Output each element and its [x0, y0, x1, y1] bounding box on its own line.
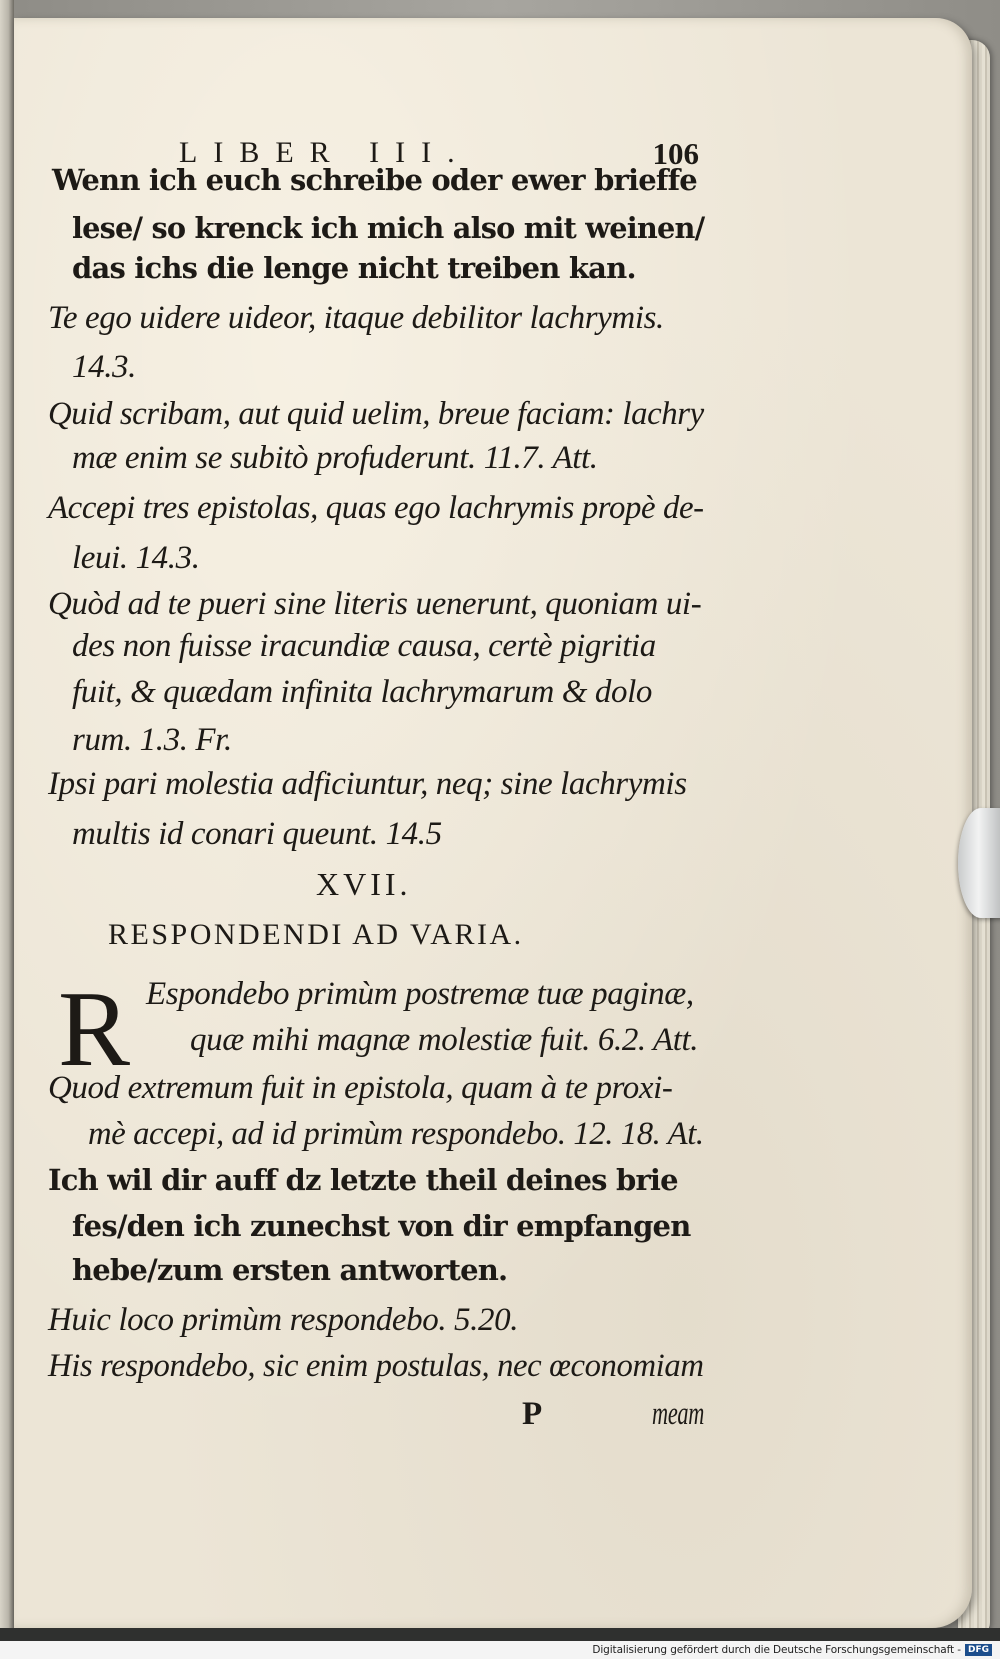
text-line: 14.3. [72, 349, 137, 385]
text-line: Accepi tres epistolas, quas ego lachrymis propè de- [48, 490, 704, 526]
digitization-footer [0, 1641, 1000, 1659]
text-line: leui. 14.3. [72, 540, 200, 576]
text-line: mè accepi, ad id primùm respondebo. 12. 18. At. [88, 1116, 704, 1152]
text-line: Ipsi pari molestia adficiuntur, neq; sine lachrymis [48, 766, 687, 802]
dfg-logo: DFG [965, 1644, 992, 1656]
signature-mark: P [522, 1396, 542, 1432]
text-line: das ichs die lenge nicht treiben kan. [72, 251, 636, 285]
text-line: lese/ so krenck ich mich also mit weinen/ [72, 211, 705, 245]
text-line: quæ mihi magnæ molestiæ fuit. 6.2. Att. [190, 1022, 699, 1058]
text-line: mæ enim se subitò profuderunt. 11.7. Att. [72, 440, 598, 476]
section-number: XVII. [316, 866, 412, 902]
text-line: Quod extremum fuit in epistola, quam à te proxi- [48, 1070, 673, 1106]
text-line: His respondebo, sic enim postulas, nec œconomiam [48, 1348, 704, 1384]
text-line: multis id conari queunt. 14.5 [72, 816, 442, 852]
book-gutter [0, 0, 14, 1659]
text-line: Te ego uidere uideor, itaque debilitor lachrymis. [48, 300, 664, 336]
text-line: Wenn ich euch schreibe oder ewer brieffe [52, 163, 697, 197]
text-line: Huic loco primùm respondebo. 5.20. [48, 1302, 519, 1338]
folio-number: 106 [652, 136, 699, 171]
running-title: LIBER III. [179, 136, 471, 169]
text-line: des non fuisse iracundiæ causa, certè pigritia [72, 628, 656, 664]
catchword: meam [652, 1396, 705, 1432]
funding-credit: Digitalisierung gefördert durch die Deutsche Forschungsgemeinschaft - [592, 1644, 961, 1656]
text-line: fuit, & quædam infinita lachrymarum & dolo [72, 674, 652, 710]
text-line: Espondebo primùm postremæ tuæ paginæ, [146, 976, 694, 1012]
section-title: RESPONDENDI AD VARIA. [108, 918, 524, 951]
text-line: fes/den ich zunechst von dir empfangen [72, 1209, 691, 1243]
drop-cap-initial: R [58, 970, 131, 1089]
text-line: hebe/zum ersten antworten. [72, 1253, 508, 1287]
text-line: Ich wil dir auff dz letzte theil deines brie [48, 1163, 678, 1197]
text-line: Quòd ad te pueri sine literis uenerunt, quoniam ui- [48, 586, 702, 622]
book-page [14, 18, 972, 1628]
text-line: Quid scribam, aut quid uelim, breue faciam: lachry [48, 396, 704, 432]
page-clip [958, 808, 1000, 918]
text-line: rum. 1.3. Fr. [72, 722, 232, 758]
